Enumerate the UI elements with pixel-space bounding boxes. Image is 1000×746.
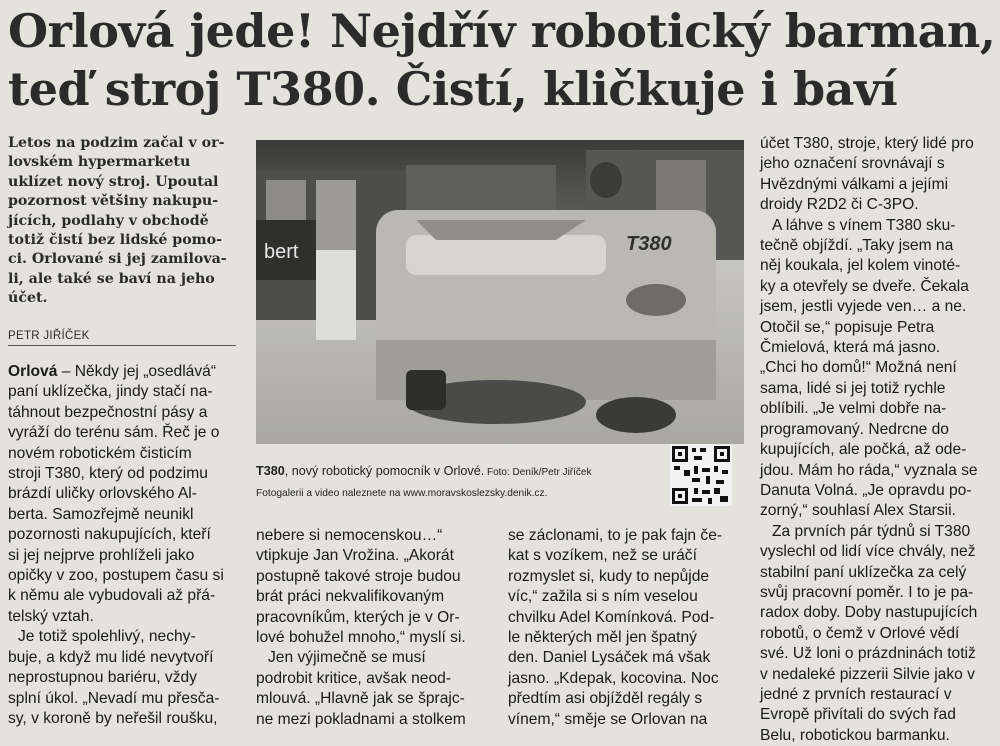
lead-line: lovském hypermarketu [8, 154, 191, 171]
column-line: neprostupnou bariéru, vždy [8, 669, 197, 687]
article-column-1 [8, 362, 240, 729]
column-line: stroji T380, který od podzimu [8, 465, 208, 483]
column-line: jdou. Mám ho ráda,“ vyznala se [760, 461, 978, 479]
column-line: den. Daniel Lysáček má však [508, 649, 711, 667]
qr-code[interactable] [670, 444, 732, 506]
column-line: Evropě přivítali do svých řad [760, 706, 956, 724]
column-line: le některých měl jen špatný [508, 629, 697, 647]
column-line: Za prvních pár týdnů si T380 [772, 522, 971, 540]
lead-line: pozornost většiny nakupu- [8, 193, 219, 210]
column-line: podrobit kritice, avšak neod- [256, 669, 452, 687]
column-line: vyslechl od lidí více chvály, než [760, 543, 976, 561]
qr-code-icon [670, 444, 732, 506]
column-line: tečně objíždí. „Taky jsem na [760, 237, 954, 255]
column-line: telský vztah. [8, 607, 94, 625]
column-line: kat s vozíkem, než se uráčí [508, 547, 697, 565]
column-line: vínem,“ směje se Orlovan na [508, 710, 708, 728]
column-line: brázdí uličky orlovského Al- [8, 485, 197, 503]
lead-line: li, ale také se baví na jeho [8, 270, 215, 287]
column-line: jeho označení srovnávají s [760, 155, 945, 173]
lead-line: ci. Orlované si jej zamilova- [8, 251, 227, 268]
photo-caption [256, 464, 664, 478]
column-line: rozmyslet si, kudy to nepůjde [508, 567, 710, 585]
column-line: stabilní paní uklízečka za celý [760, 563, 967, 581]
column-line: svůj pracovní poměr. I to je pa- [760, 583, 974, 601]
lead-paragraph [8, 134, 236, 309]
lead-line: totiž čistí bez lidské pomo- [8, 232, 223, 249]
article-column-3 [508, 526, 744, 730]
lead-line: uklízet nový stroj. Upoutal [8, 173, 219, 190]
column-line: táhnout bezpečnostní pásy a [8, 403, 208, 421]
headline-line-1: Orlová jede! Nejdřív robotický barman, [8, 4, 996, 58]
column-line: k němu ale vybudovali až přá- [8, 587, 216, 605]
machine-wheel [596, 397, 676, 433]
article-column-2 [256, 526, 496, 730]
machine-seat [416, 220, 586, 240]
column-line: kupujících, ale počká, až ode- [760, 441, 967, 459]
column-line: robotů, o čemž v Orlové vědí [760, 624, 960, 642]
lead-line: Letos na podzim začal v or- [8, 135, 225, 151]
column-line: Čmielová, která má jasno. [760, 339, 941, 357]
column-line: Danuta Volná. „Je opravdu po- [760, 481, 972, 499]
column-line: chvilku Adel Komínková. Pod- [508, 608, 715, 626]
article-column-4 [760, 134, 996, 746]
column-line: sy, v koroně by neřešil roušku, [8, 709, 218, 727]
column-line: postupně takové stroje budou [256, 567, 461, 585]
column-line: jasno. „Kdepak, kocovina. Noc [508, 669, 719, 687]
column-line: splní úkol. „Nevadí mu přesča- [8, 689, 220, 707]
store-sign-text: bert [264, 241, 299, 263]
column-line [8, 362, 240, 382]
column-line: si jej nejprve prohlíželi jako [8, 546, 195, 564]
column-line: programovaný. Nedrcne do [760, 420, 949, 438]
column-line: jsem, jestli vyjede ven… a ne. [760, 298, 967, 316]
column-line: mlouvá. „Hlavně jak se šprajc- [256, 690, 465, 708]
column-line: „Chci ho domů!“ Možná není [760, 359, 957, 377]
lead-line: účet. [8, 290, 48, 307]
article-photo [256, 140, 744, 444]
column-line: Hvězdnými válkami a jejími [760, 175, 949, 193]
first-line-rest: – Někdy jej „osedlává“ [57, 363, 217, 380]
column-line: sama, lidé si jej totiž rychle [760, 379, 946, 397]
column-line: pracovníkům, kterých je v Or- [256, 608, 460, 626]
shopper [590, 162, 622, 198]
author-byline: PETR JIŘÍČEK [8, 330, 236, 346]
shelf-goods [316, 180, 356, 250]
column-line: účet T380, stroje, který lidé pro [760, 135, 974, 152]
headline-line-2: teď stroj T380. Čistí, kličkuje i baví [8, 62, 898, 116]
column-line: víc,“ zažila si s ním veselou [508, 588, 698, 606]
column-line: A láhve s vínem T380 sku- [772, 216, 956, 234]
column-line: opičky v zoo, postupem času si [8, 567, 224, 585]
column-line: Otočil se,“ popisuje Petra [760, 318, 935, 336]
column-line: brát práci nekvalifikovaným [256, 588, 445, 606]
column-line: v nedaleké pizzerii Silvie jako v [760, 665, 975, 683]
column-line: pozornosti nakupujících, kteří [8, 526, 211, 544]
column-line: nebere si nemocenskou…“ [256, 527, 443, 544]
column-line: něj koukala, jel kolem vinoté- [760, 257, 961, 275]
column-line: své. Už loni o prázdninách totiž [760, 645, 976, 663]
column-line: se záclonami, to je pak fajn če- [508, 527, 723, 544]
caption-text: , nový robotický pomocník v Orlové. [284, 464, 485, 478]
headline [8, 2, 998, 118]
column-line: droidy R2D2 či C-3PO. [760, 196, 919, 214]
column-line: novém robotickém čisticím [8, 444, 192, 462]
machine-emblem [626, 284, 686, 316]
column-line: ky a otevřely se dveře. Čekala [760, 277, 969, 295]
column-line: zorný,“ souhlasí Alex Starsii. [760, 502, 956, 520]
display-stand [316, 250, 356, 340]
column-line: předtím asi objížděl regály s [508, 690, 703, 708]
lead-line: jících, podlahy v obchodě [8, 212, 209, 229]
caption-credit: Foto: Deník/Petr Jiříček [484, 467, 592, 478]
machine-label: T380 [626, 233, 672, 255]
column-line: berta. Samozřejmě neunikl [8, 505, 194, 523]
photo-illustration [256, 140, 744, 444]
column-line: oblíbili. „Je velmi dobře na- [760, 400, 947, 418]
gallery-note: Fotogalerii a video naleznete na www.moravskoslezsky.denik.cz. [256, 488, 548, 499]
column-line: buje, a když mu lidé nevytvoří [8, 648, 214, 666]
column-line: vtipkuje Jan Vrožina. „Akorát [256, 547, 454, 565]
column-line: ne mezi pokladnami a stolkem [256, 710, 466, 728]
machine-bumper [406, 370, 446, 410]
column-line: Belu, robotickou barmanku. [760, 726, 950, 744]
caption-title: T380 [256, 464, 285, 478]
column-line: lové bohužel mnoho,“ myslí si. [256, 629, 466, 647]
column-line: radox doby. Doby nastupujících [760, 604, 978, 622]
machine-panel [406, 235, 606, 275]
column-line: vyráží do terénu sám. Řeč je o [8, 424, 220, 442]
column-line: paní uklízečka, jindy stačí na- [8, 383, 213, 401]
column-line: Je totiž spolehlivý, nechy- [18, 628, 196, 646]
column-line: Jen výjimečně se musí [268, 649, 426, 667]
column-line: jedné z prvních restaurací v [760, 685, 952, 703]
dateline: Orlová [8, 363, 58, 380]
